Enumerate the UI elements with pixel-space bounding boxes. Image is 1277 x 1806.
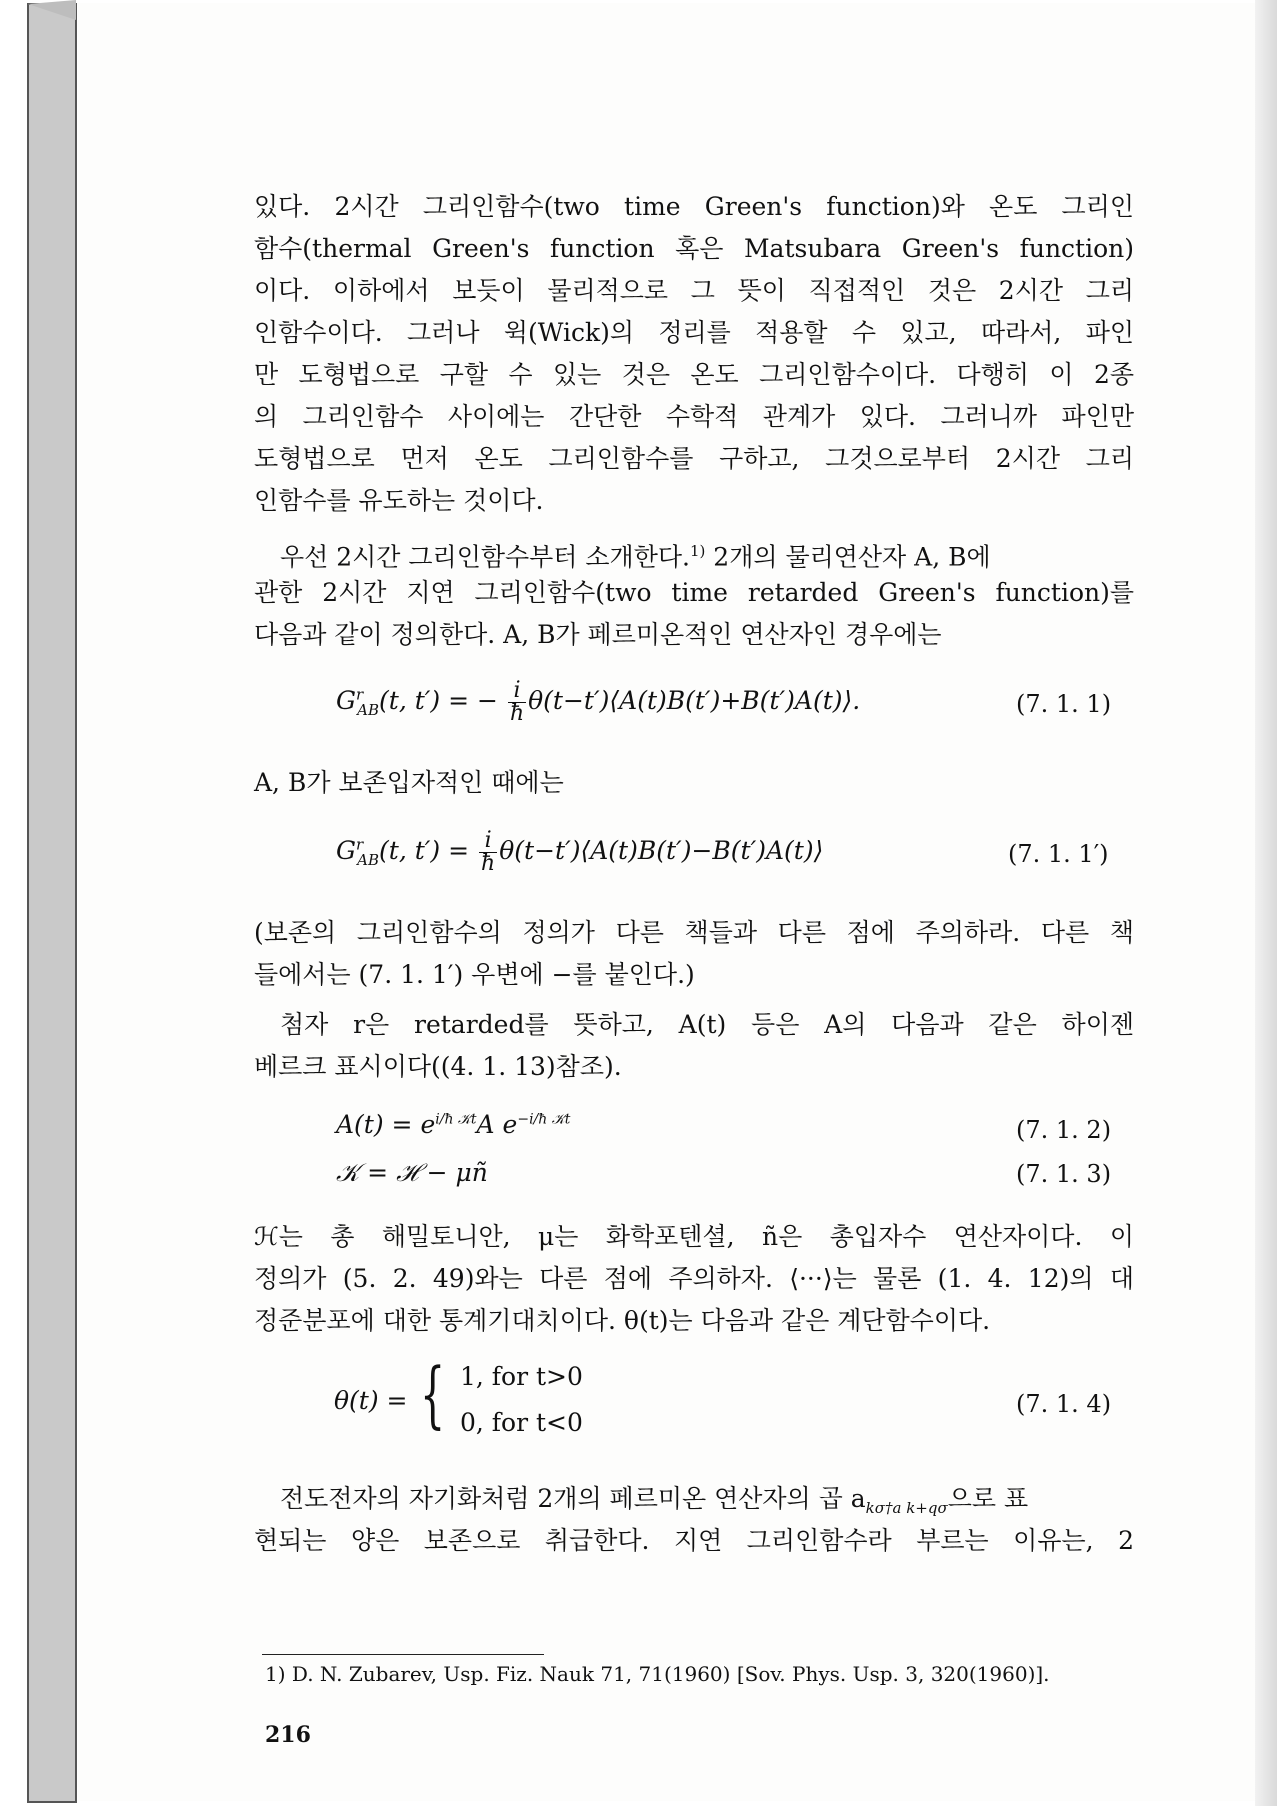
equation-7-1-1 xyxy=(336,680,860,725)
eq-sub: AB xyxy=(357,701,380,719)
eq-args: (t, t′) = xyxy=(379,836,470,865)
footnote: 1) D. N. Zubarev, Usp. Fiz. Nauk 71, 71(1960) [Sov. Phys. Usp. 3, 320(1960)]. xyxy=(265,1662,1050,1686)
paragraph-text: 으로 표 xyxy=(947,1484,1029,1513)
footnote-rule xyxy=(262,1654,544,1655)
paragraph-line: 다음과 같이 정의한다. A, B가 페르미온적인 연산자인 경우에는 xyxy=(254,620,942,649)
paragraph-line: 함수(thermal Green's function 혹은 Matsubara Green's function) xyxy=(254,234,1134,263)
paragraph-line: A, B가 보존입자적인 때에는 xyxy=(254,768,564,797)
equation-number: (7. 1. 4) xyxy=(1016,1390,1112,1418)
eq-part: A(t) = e xyxy=(336,1110,436,1139)
book-spine xyxy=(0,0,80,1806)
eq-fraction xyxy=(508,680,526,725)
eq-sup: r xyxy=(355,685,364,704)
eq-rhs: θ(t−t′)⟨A(t)B(t′)−B(t′)A(t)⟩ xyxy=(499,836,824,865)
page-number: 216 xyxy=(265,1722,311,1748)
paragraph-line: 현되는 양은 보존으로 취급한다. 지연 그리인함수라 부르는 이유는, 2 xyxy=(254,1526,1134,1555)
footnote-ref: 1) xyxy=(689,542,706,560)
equation-number: (7. 1. 3) xyxy=(1016,1160,1112,1188)
frac-den: ħ xyxy=(509,701,525,726)
eq-fraction xyxy=(479,830,497,875)
eq-symbol: G xyxy=(336,836,356,865)
equation-number: (7. 1. 1) xyxy=(1016,690,1112,718)
paragraph-line: (보존의 그리인함수의 정의가 다른 책들과 다른 점에 주의하라. 다른 책 xyxy=(254,918,1134,947)
paragraph-text: 전도전자의 자기화처럼 2개의 페르미온 연산자의 곱 a xyxy=(280,1484,866,1513)
frac-num: i xyxy=(479,830,497,853)
equation-7-1-2 xyxy=(336,1110,570,1139)
frac-den: ħ xyxy=(481,851,496,876)
paragraph-line: 인함수이다. 그러나 윅(Wick)의 정리를 적용할 수 있고, 따라서, 파인 xyxy=(254,318,1134,347)
paragraph-line: 만 도형법으로 구할 수 있는 것은 온도 그리인함수이다. 다행히 이 2종 xyxy=(254,360,1134,389)
page-edge xyxy=(1255,0,1277,1806)
paragraph-line: 정의가 (5. 2. 49)와는 다른 점에 주의하자. ⟨···⟩는 물론 (1. 4. 12)의 대 xyxy=(254,1264,1134,1293)
paragraph-line: 베르크 표시이다((4. 1. 13)참조). xyxy=(254,1052,622,1081)
frac-num: i xyxy=(508,680,526,703)
equation-number: (7. 1. 1′) xyxy=(1008,840,1109,868)
eq-exponent: −i/ħ 𝒦t xyxy=(517,1111,571,1128)
eq-exponent: i/ħ 𝒦t xyxy=(435,1111,477,1128)
brace-icon: { xyxy=(420,1352,446,1436)
paragraph-line: 첨자 r은 retarded를 뜻하고, A(t) 등은 A의 다음과 같은 하이젠 xyxy=(280,1010,1134,1039)
equation-number: (7. 1. 2) xyxy=(1016,1116,1112,1144)
paragraph-line: 인함수를 유도하는 것이다. xyxy=(254,486,544,515)
paragraph-line: 있다. 2시간 그리인함수(two time Green's function)와 온도 그리인 xyxy=(254,192,1134,221)
paragraph-line: 정준분포에 대한 통계기대치이다. θ(t)는 다음과 같은 계단함수이다. xyxy=(254,1306,991,1335)
paragraph-line: ℋ는 총 해밀토니안, μ는 화학포텐셜, ñ은 총입자수 연산자이다. 이 xyxy=(254,1222,1134,1251)
paragraph-line: 이다. 이하에서 보듯이 물리적으로 그 뜻이 직접적인 것은 2시간 그리 xyxy=(254,276,1134,305)
equation-7-1-3: 𝒦 = ℋ − μñ xyxy=(336,1158,488,1187)
paragraph-text: 2개의 물리연산자 A, B에 xyxy=(705,542,991,572)
paragraph-line: 들에서는 (7. 1. 1′) 우변에 −를 붙인다.) xyxy=(254,960,695,989)
eq-symbol: G xyxy=(336,686,356,715)
eq-sup: r xyxy=(355,835,364,854)
equation-case: 1, for t>0 xyxy=(460,1362,583,1391)
equation-7-1-1-prime xyxy=(336,830,823,875)
equation-lhs: θ(t) = xyxy=(334,1386,408,1415)
eq-part: A e xyxy=(476,1110,518,1139)
eq-rhs: θ(t−t′)⟨A(t)B(t′)+B(t′)A(t)⟩. xyxy=(528,686,861,715)
paragraph-line: 도형법으로 먼저 온도 그리인함수를 구하고, 그것으로부터 2시간 그리 xyxy=(254,444,1134,473)
paragraph-line: 관한 2시간 지연 그리인함수(two time retarded Green's function)를 xyxy=(254,578,1134,607)
equation-case: 0, for t<0 xyxy=(460,1408,583,1437)
operator-subscript: kσ†a k+qσ xyxy=(865,1499,948,1517)
eq-args: (t, t′) = − xyxy=(379,686,498,715)
paragraph-text: 우선 2시간 그리인함수부터 소개한다. xyxy=(280,542,690,572)
eq-sub: AB xyxy=(357,851,380,869)
paragraph-line: 의 그리인함수 사이에는 간단한 수학적 관계가 있다. 그러니까 파인만 xyxy=(254,402,1134,431)
